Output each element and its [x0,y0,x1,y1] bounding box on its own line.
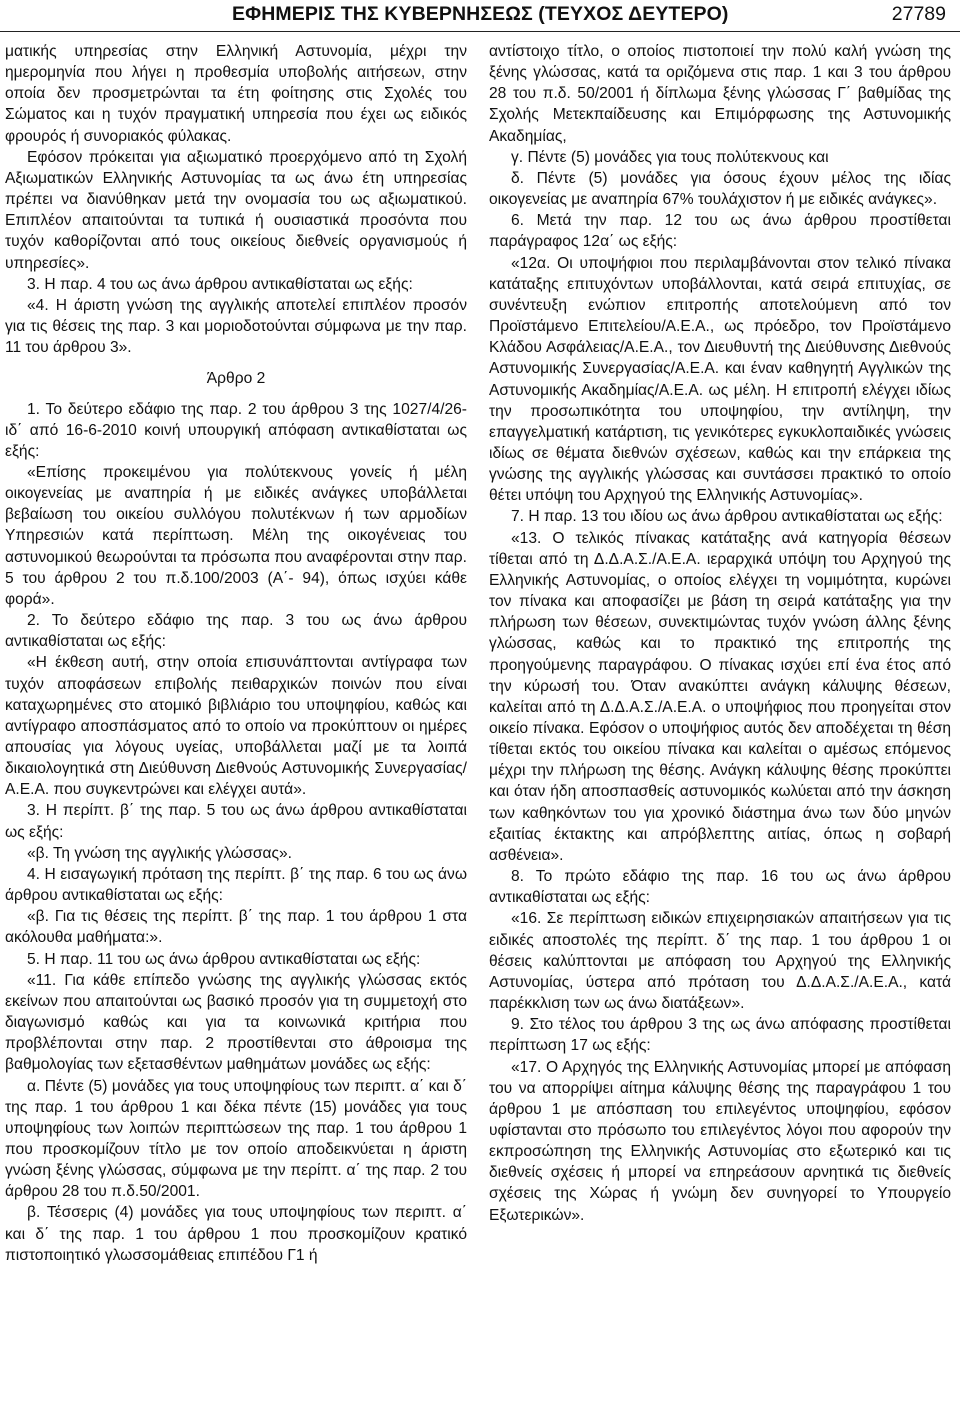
paragraph: 3. Η περίπτ. β΄ της παρ. 5 του ως άνω άρθρου αντικαθίσταται ως εξής: [5,802,467,841]
paragraph: «4. Η άριστη γνώση της αγγλικής αποτελεί επιπλέον προσόν για τις θέσεις της παρ. 3 και μοριοδοτούνται σύμφωνα με την παρ. 11 του άρθρου 3». [5,296,467,357]
paragraph: «Επίσης προκειμένου για πολύτεκνους γονείς ή μέλη οικογενείας με αναπηρία ή με ειδικές ανάγκες υποβάλλεται βεβαίωση του οικείου συλλόγου πολυτέκνων ή των αρμοδίων Υπηρεσιών κατά περίπτωση. Μέλη της οικογένειας του αστυνομικού θεωρούνται τα πρόσωπα που αναφέρονται στην παρ. 5 του άρθρου 2 του π.δ.100/2003 (Α΄- 94), όπως ισχύει κάθε φορά». [5,463,467,608]
paragraph: 4. Η εισαγωγική πρόταση της περίπτ. β΄ της παρ. 6 του ως άνω άρθρου αντικαθίσταται ως εξής: [5,865,467,905]
paragraph: ματικής υπηρεσίας στην Ελληνική Αστυνομία, μέχρι την ημερομηνία που λήγει η προθεσμία υποβολής αιτήσεων, στην οποία δεν προσμετρώνται τα έτη φοίτησης στις Σχολές του Σώματος και η τυχόν πραγματική υπηρεσία που έχει ως ειδικός φρουρός ή συνοριακός φύλακας. [5,43,467,145]
page-header [0,0,960,34]
paragraph: «β. Για τις θέσεις της περίπτ. β΄ της παρ. 1 του άρθρου 1 στα ακόλουθα μαθήματα:». [5,908,467,947]
paragraph: γ. Πέντε (5) μονάδες για τους πολύτεκνους και [511,148,829,166]
paragraph: «β. Τη γνώση της αγγλικής γλώσσας». [27,844,292,862]
paragraph: «11. Για κάθε επίπεδο γνώσης της αγγλικής γλώσσας εκτός εκείνων που απαιτούνται ως βασικό προσόν για τη συμμετοχή στο διαγωνισμό καθώς και για τα κοινωνικά κριτήρια που προβλέπονται στην παρ. 2 προστίθενται στο άθροισμα της βαθμολογίας των εξετασθέντων μαθημάτων μονάδες ως εξής: [5,971,467,1074]
paragraph: α. Πέντε (5) μονάδες για τους υποψηφίους των περιπτ. α΄ και δ΄ της παρ. 1 του άρθρου 1 και δέκα πέντε (15) μονάδες για τους υποψηφίους των λοιπών περιπτώσεων της παρ. 1 του άρθρου 1 που προσκομίζουν τίτλο με τον οποίο αποδεικνύεται η άριστη γνώση ξένης γλώσσας, σύμφωνα με την περίπτ. α΄ της παρ. 2 του άρθρου 28 του π.δ.50/2001. [5,1077,467,1201]
left-column [5,41,467,1266]
paragraph: «12α. Οι υποψήφιοι που περιλαμβάνονται στον τελικό πίνακα κατάταξης επιτυχόντων υποβάλλονται, κατά σειρά επιτυχίας, σε συνέντευξη ενώπιον επιτροπής αποτελούμενη από τον Προϊστάμενο Επιτελείου/Α.Ε.Α., ως πρόεδρο, τον Προϊστάμενο Κλάδου Ασφάλειας/Α.Ε.Α., τον Διευθυντή της Διεύθυνσης Διεθνούς Αστυνομικής Συνεργασίας/Α.Ε.Α. και έναν καθηγητή Αγγλικών της Αστυνομικής Ακαδημίας/Α.Ε.Α. ως μέλη. Η επιτροπή ελέγχει ιδίως την προσωπικότητα του υποψηφίου, την αντίληψη, την επαγγελματική κατάρτιση, τις γενικότερες εγκυκλοπαιδικές γνώσεις ιδίως σε θέματα διεθνών σχέσεων, καθώς και την επάρκεια της γνώσης της αγγλικής γλώσσας και συντάσσει πρακτικό το οποίο θέτει υπόψη του Αρχηγού της Ελληνικής Αστυνομίας». [489,254,951,505]
gazette-title: ΕΦΗΜΕΡΙΣ ΤΗΣ ΚΥΒΕΡΝΗΣΕΩΣ (ΤΕΥΧΟΣ ΔΕΥΤΕΡΟ) [232,3,729,25]
paragraph: 7. Η παρ. 13 του ιδίου ως άνω άρθρου αντικαθίσταται ως εξής: [511,508,943,526]
paragraph: 6. Μετά την παρ. 12 του ως άνω άρθρου προστίθεται παράγραφος 12α΄ ως εξής: [489,212,951,251]
paragraph: «16. Σε περίπτωση ειδικών επιχειρησιακών απαιτήσεων για τις ειδικές αποστολές της περίπτ. δ΄ της παρ. 1 του άρθρου 1 οι θέσεις καλύπτονται με απόφαση του Αρχηγού της Ελληνικής Αστυνομίας, ύστερα από πρόταση του Δ.Δ.Α.Σ./Α.Ε.Α., κατά παρέκκλιση των ως άνω διατάξεων». [489,910,951,1013]
page-number: 27789 [891,3,946,25]
paragraph: 1. Το δεύτερο εδάφιο της παρ. 2 του άρθρου 3 της 1027/4/26-ιδ΄ από 16-6-2010 κοινή υπουργική απόφαση αντικαθίσταται ως εξής: [5,400,467,460]
paragraph: Εφόσον πρόκειται για αξιωματικό προερχόμενο από τη Σχολή Αξιωματικών Ελληνικής Αστυνομίας τα ως άνω έτη υπηρεσίας πρέπει να διανύθηκαν μετά την ονομασία του ως αξιωματικού. Επιπλέον απαιτούνται τα τυπικά ή ουσιαστικά προσόντα που τυχόν καθορίζονται από τους οικείους διεθνείς οργανισμούς ή υπηρεσίες». [5,148,467,272]
paragraph: δ. Πέντε (5) μονάδες για όσους έχουν μέλος της ιδίας οικογενείας με αναπηρία 67% τουλάχιστον ή με ειδικές ανάγκες». [489,169,951,209]
paragraph: 9. Στο τέλος του άρθρου 3 της ως άνω απόφασης προστίθεται περίπτωση 17 ως εξής: [489,1016,951,1055]
paragraph: «Η έκθεση αυτή, στην οποία επισυνάπτονται αντίγραφα των τυχόν αποφάσεων επιβολής πειθαρχικών ποινών που είναι καταχωρημένες στο ατομικό βιβλιάριο του υποψηφίου, καθώς και αντίγραφο αποσπάσματος από το οποίο να προκύπτουν οι ημέρες απουσίας για λόγους υγείας, υποβάλλεται μαζί με τα λοιπά δικαιολογητικά στη Διεύθυνση Διεθνούς Αστυνομικής Συνεργασίας/Α.Ε.Α. που συγκεντρώνει και ελέγχει αυτά». [5,654,467,799]
paragraph: αντίστοιχο τίτλο, ο οποίος πιστοποιεί την πολύ καλή γνώση της ξένης γλώσσας, κατά τα οριζόμενα στις παρ. 1 και 3 του άρθρου 28 του π.δ. 50/2001 ή δίπλωμα ξένης γλώσσας Γ΄ βαθμίδας της Σχολής Μετεκπαίδευσης και Επιμόρφωσης της Αστυνομικής Ακαδημίας, [489,43,951,145]
paragraph: β. Τέσσερις (4) μονάδες για τους υποψηφίους των περιπτ. α΄ και δ΄ της παρ. 1 του άρθρου 1 που προσκομίζουν κρατικό πιστοποιητικό γλωσσομάθειας επιπέδου Γ1 ή [5,1204,467,1264]
paragraph: «13. Ο τελικός πίνακας κατάταξης ανά κατηγορία θέσεων τίθεται από τη Δ.Δ.Α.Σ./Α.Ε.Α. ιεραρχικά υπόψη του Αρχηγού της Ελληνικής Αστυνομίας, ο οποίος ελέγχει τη νομιμότητα, κυρώνει τον πίνακα και αποφασίζει με βάση τη σειρά κατάταξης για την πλήρωση των θέσεων, συνεκτιμώντας τυχόν γνώση άλλης ξένης γλώσσας, καθώς και το πρακτικό της επιτροπής της προηγούμενης παραγράφου. Ο πίνακας ισχύει επί ένα έτος από την κύρωσή του. Όταν ανακύπτει ανάγκη κάλυψης θέσεων, καλείται από τη Δ.Δ.Α.Σ./Α.Ε.Α. ο υποψήφιος που προηγείται στον οικείο πίνακα. Εφόσον ο υποψήφιος αυτός δεν αποδέχεται τη θέση τίθεται εκτός του οικείου πίνακα και καλείται ο αμέσως επόμενος μέχρι την πλήρωση της θέσης. Ανάγκη κάλυψης θέσης προκύπτει και όταν ήδη αποσπασθείς αστυνομικός κωλύεται από την άσκηση των καθηκόντων του για χρονικό διάστημα άνω των δύο μηνών εξαιτίας έκτακτης και απρόβλεπτης αιτίας, όπως η σοβαρή ασθένεια». [489,529,951,864]
paragraph: 5. Η παρ. 11 του ως άνω άρθρου αντικαθίσταται ως εξής: [27,950,421,968]
right-column [489,41,951,1226]
paragraph: 3. Η παρ. 4 του ως άνω άρθρου αντικαθίσταται ως εξής: [27,275,413,293]
paragraph: «17. Ο Αρχηγός της Ελληνικής Αστυνομίας μπορεί με απόφαση του να απορρίψει αίτημα κάλυψης θέσης της παραγράφου 1 του άρθρου 1 με απόσπαση του επιλεγέντος υποψηφίου, εφόσον υφίστανται στο πρόσωπο του επιλεγέντος λόγοι που αφορούν την εκπροσώπηση της Ελληνικής Αστυνομίας στο εξωτερικό και τις διεθνείς σχέσεις ή μπορεί να επηρεάσουν αρνητικά τις διεθνείς σχέσεις της Χώρας ή γνώμη δεν συνηγορεί το Υπουργείο Εξωτερικών». [489,1058,951,1224]
paragraph: 8. Το πρώτο εδάφιο της παρ. 16 του ως άνω άρθρου αντικαθίσταται ως εξής: [489,868,951,907]
article-heading: Άρθρο 2 [206,370,266,388]
paragraph: 2. Το δεύτερο εδάφιο της παρ. 3 του ως άνω άρθρου αντικαθίσταται ως εξής: [5,612,467,651]
header-divider [0,31,960,32]
